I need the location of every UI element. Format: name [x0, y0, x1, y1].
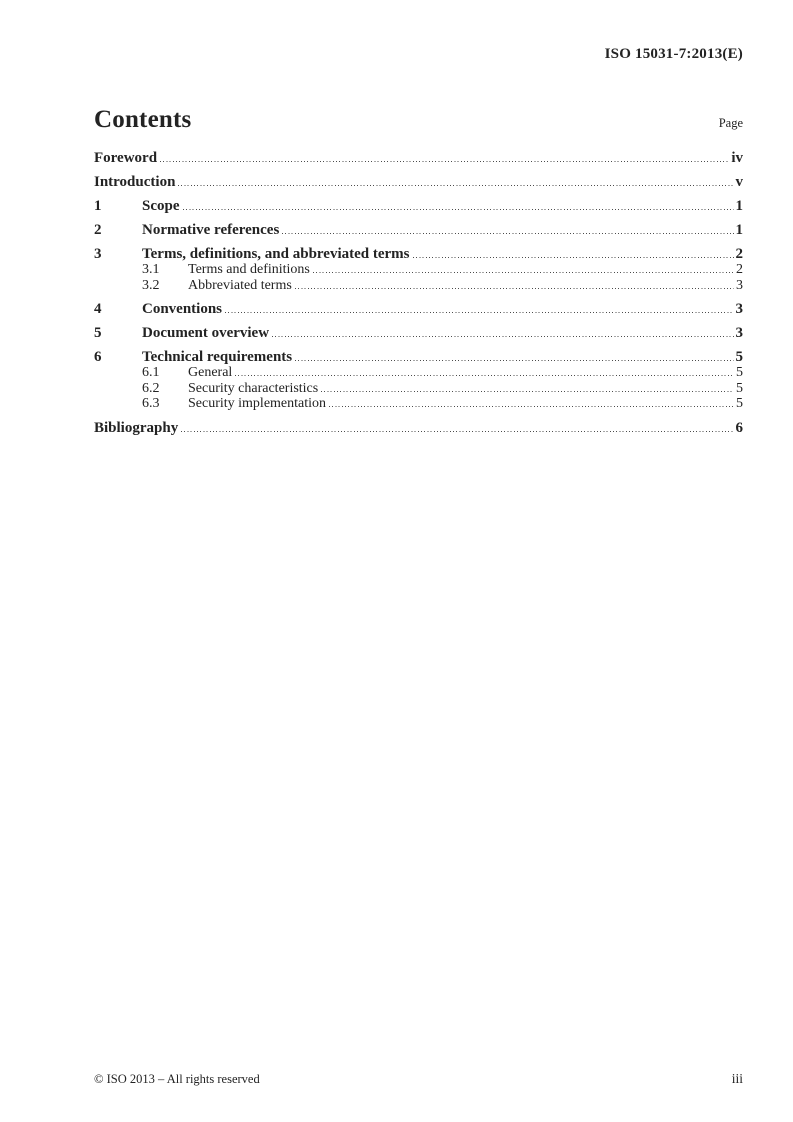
toc-entry — [94, 396, 743, 412]
toc-entry-label: Security characteristics — [188, 380, 319, 396]
toc-entry-label: Technical requirements — [142, 349, 293, 365]
dot-leader — [295, 287, 734, 289]
toc-entry-page: 5 — [736, 396, 743, 411]
toc-entry — [94, 350, 743, 365]
toc-entry-label: General — [188, 365, 233, 380]
toc-entry-number: 5 — [94, 325, 102, 341]
dot-leader — [313, 271, 734, 273]
toc-entry-number: 3.1 — [142, 262, 160, 277]
toc-entry-number: 3 — [94, 246, 102, 262]
toc-entry-page: 2 — [735, 246, 743, 262]
table-of-contents — [94, 151, 743, 436]
dot-leader — [178, 184, 733, 186]
toc-entry-label: Normative references — [142, 222, 280, 238]
toc-entry-page: 3 — [736, 277, 743, 293]
dot-leader — [181, 430, 733, 432]
toc-entry-number: 4 — [94, 301, 102, 317]
toc-entry — [94, 278, 743, 294]
toc-entry — [94, 302, 743, 317]
toc-entry — [94, 175, 743, 190]
toc-entry-page: 1 — [735, 198, 743, 214]
toc-entry-label: Document overview — [142, 325, 270, 341]
page-number: iii — [731, 1071, 743, 1086]
toc-entry-label: Bibliography — [94, 419, 179, 436]
dot-leader — [413, 256, 734, 258]
page-column-label: Page — [718, 116, 743, 130]
toc-entry-number: 6.3 — [142, 396, 160, 411]
dot-leader — [329, 405, 734, 407]
toc-entry-label: Abbreviated terms — [188, 277, 292, 293]
toc-entry — [94, 199, 743, 214]
toc-entry — [94, 421, 743, 436]
toc-entry-label: Scope — [142, 198, 180, 214]
toc-entry-label: Foreword — [94, 150, 158, 166]
dot-leader — [235, 374, 734, 376]
toc-entry-page: 5 — [736, 380, 743, 396]
toc-entry — [94, 326, 743, 341]
toc-entry — [94, 247, 743, 262]
toc-entry — [94, 262, 743, 278]
dot-leader — [183, 208, 734, 210]
toc-entry-label: Terms, definitions, and abbreviated terms — [142, 246, 410, 262]
dot-leader — [282, 232, 733, 234]
toc-entry-page: iv — [731, 150, 743, 166]
toc-entry-page: v — [735, 174, 743, 190]
toc-entry-page: 3 — [735, 301, 743, 317]
dot-leader — [295, 359, 733, 361]
dot-leader — [272, 335, 733, 337]
toc-entry — [94, 223, 743, 238]
dot-leader — [225, 311, 733, 313]
toc-entry-number: 3.2 — [142, 277, 160, 293]
page-footer — [94, 1071, 743, 1087]
contents-header — [94, 106, 743, 134]
toc-entry-number: 6.1 — [142, 365, 160, 380]
toc-entry-page: 3 — [735, 325, 743, 341]
copyright-notice: © ISO 2013 – All rights reserved — [94, 1072, 260, 1086]
toc-entry-page: 1 — [735, 222, 743, 238]
document-reference: ISO 15031-7:2013(E) — [604, 46, 743, 62]
dot-leader — [321, 390, 734, 392]
toc-entry-label: Conventions — [142, 301, 223, 317]
toc-entry-number: 6.2 — [142, 380, 160, 396]
page-title: Contents — [94, 106, 192, 133]
toc-entry-label: Security implementation — [188, 396, 327, 411]
toc-entry — [94, 365, 743, 381]
dot-leader — [160, 160, 729, 162]
toc-entry-page: 5 — [736, 365, 743, 380]
toc-entry-page: 6 — [735, 419, 743, 436]
toc-entry-page: 5 — [735, 349, 743, 365]
toc-entry — [94, 151, 743, 166]
toc-entry-number: 2 — [94, 222, 102, 238]
toc-entry-label: Terms and definitions — [188, 262, 310, 277]
toc-entry-number: 1 — [94, 198, 102, 214]
toc-entry — [94, 381, 743, 397]
toc-entry-number: 6 — [94, 349, 102, 365]
toc-entry-label: Introduction — [94, 174, 176, 190]
toc-entry-page: 2 — [736, 262, 743, 277]
